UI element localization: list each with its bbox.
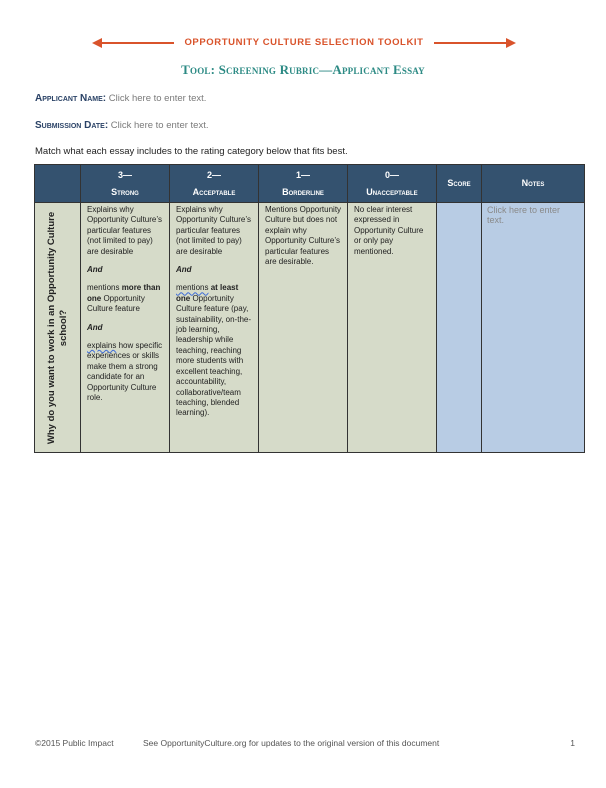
header-borderline-label: Borderline: [282, 186, 324, 197]
toolkit-title: OPPORTUNITY CULTURE SELECTION TOOLKIT: [184, 37, 424, 48]
footer-copyright: ©2015 Public Impact: [35, 738, 114, 748]
borderline-cell: [259, 203, 348, 453]
applicant-name-field: [35, 93, 206, 104]
strong-criteria-2-pre: mentions: [87, 283, 122, 293]
header-empty-cell: [35, 165, 81, 203]
strong-and-2: And: [87, 322, 103, 332]
header-row: [35, 165, 585, 203]
acceptable-criteria-2: [176, 283, 253, 418]
header-borderline-number: 1—: [295, 170, 310, 181]
strong-criteria-2-bold: more than one: [87, 283, 161, 303]
applicant-name-input[interactable]: Click here to enter text.: [108, 93, 207, 104]
header-strong: [81, 165, 170, 203]
header-borderline: [259, 165, 348, 203]
header-notes: [482, 165, 585, 203]
header-acceptable-number: 2—: [206, 170, 221, 181]
table-row: [35, 203, 585, 453]
acceptable-cell: [170, 203, 259, 453]
strong-criteria-1: Explains why Opportunity Culture’s particular features (not limited to pay) are desirable: [87, 205, 162, 256]
page-title: Tool: Screening Rubric—Applicant Essay: [181, 62, 425, 77]
acceptable-criteria-2-bold: at least one: [176, 283, 239, 303]
rubric-table: [34, 164, 585, 453]
acceptable-criteria-1: Explains why Opportunity Culture’s particular features (not limited to pay) are desirable: [176, 205, 251, 256]
header-score: [437, 165, 482, 203]
instruction-text: Match what each essay includes to the rating category below that fits best.: [35, 146, 348, 157]
acceptable-criteria-2-wavy: mentions: [176, 283, 209, 293]
submission-date-input[interactable]: Click here to enter text.: [110, 120, 209, 131]
header-acceptable-label: Acceptable: [192, 186, 236, 197]
strong-criteria-2: [87, 283, 164, 314]
header-unacceptable: [348, 165, 437, 203]
page-number: 1: [570, 738, 575, 748]
strong-cell: [81, 203, 170, 453]
toolkit-header: [92, 36, 516, 50]
header-strong-number: 3—: [117, 170, 132, 181]
score-input[interactable]: [437, 203, 482, 453]
footer-note: See OpportunityCulture.org for updates to the original version of this document: [143, 738, 440, 748]
submission-date-field: [35, 120, 208, 131]
strong-criteria-2-post: Opportunity Culture feature: [87, 293, 145, 314]
acceptable-and-1: And: [176, 265, 192, 275]
applicant-name-label: Applicant Name:: [35, 93, 107, 104]
header-acceptable: [170, 165, 259, 203]
header-strong-label: Strong: [111, 186, 139, 197]
question-text: Why do you want to work in an Opportunity Culture school?: [45, 211, 69, 444]
unacceptable-cell: [348, 203, 437, 453]
borderline-criteria: Mentions Opportunity Culture but does not explain why Opportunity Culture’s particular features are desirable.: [265, 205, 342, 267]
strong-criteria-3-post: how specific experiences or skills make them a strong candidate for an Opportunity Culture role.: [87, 341, 163, 403]
notes-input[interactable]: Click here to enter text.: [482, 203, 585, 453]
submission-date-label: Submission Date:: [35, 120, 109, 131]
header-unacceptable-label: Unacceptable: [366, 186, 418, 197]
strong-criteria-3-wavy: explains: [87, 341, 117, 351]
header-notes-label: Notes: [521, 178, 545, 189]
header-unacceptable-number: 0—: [384, 170, 399, 181]
strong-and-1: And: [87, 265, 103, 275]
question-cell: [35, 203, 81, 453]
acceptable-criteria-2-post: Opportunity Culture feature (pay, sustainability, on-the-job learning, leadership while teaching, reaching more students with excellent teaching, accountability, collaborative/team teaching, blended learning).: [176, 293, 251, 418]
unacceptable-criteria: No clear interest expressed in Opportunity Culture or only pay mentioned.: [354, 205, 424, 256]
header-score-label: Score: [447, 178, 471, 189]
strong-criteria-3: [87, 341, 164, 403]
